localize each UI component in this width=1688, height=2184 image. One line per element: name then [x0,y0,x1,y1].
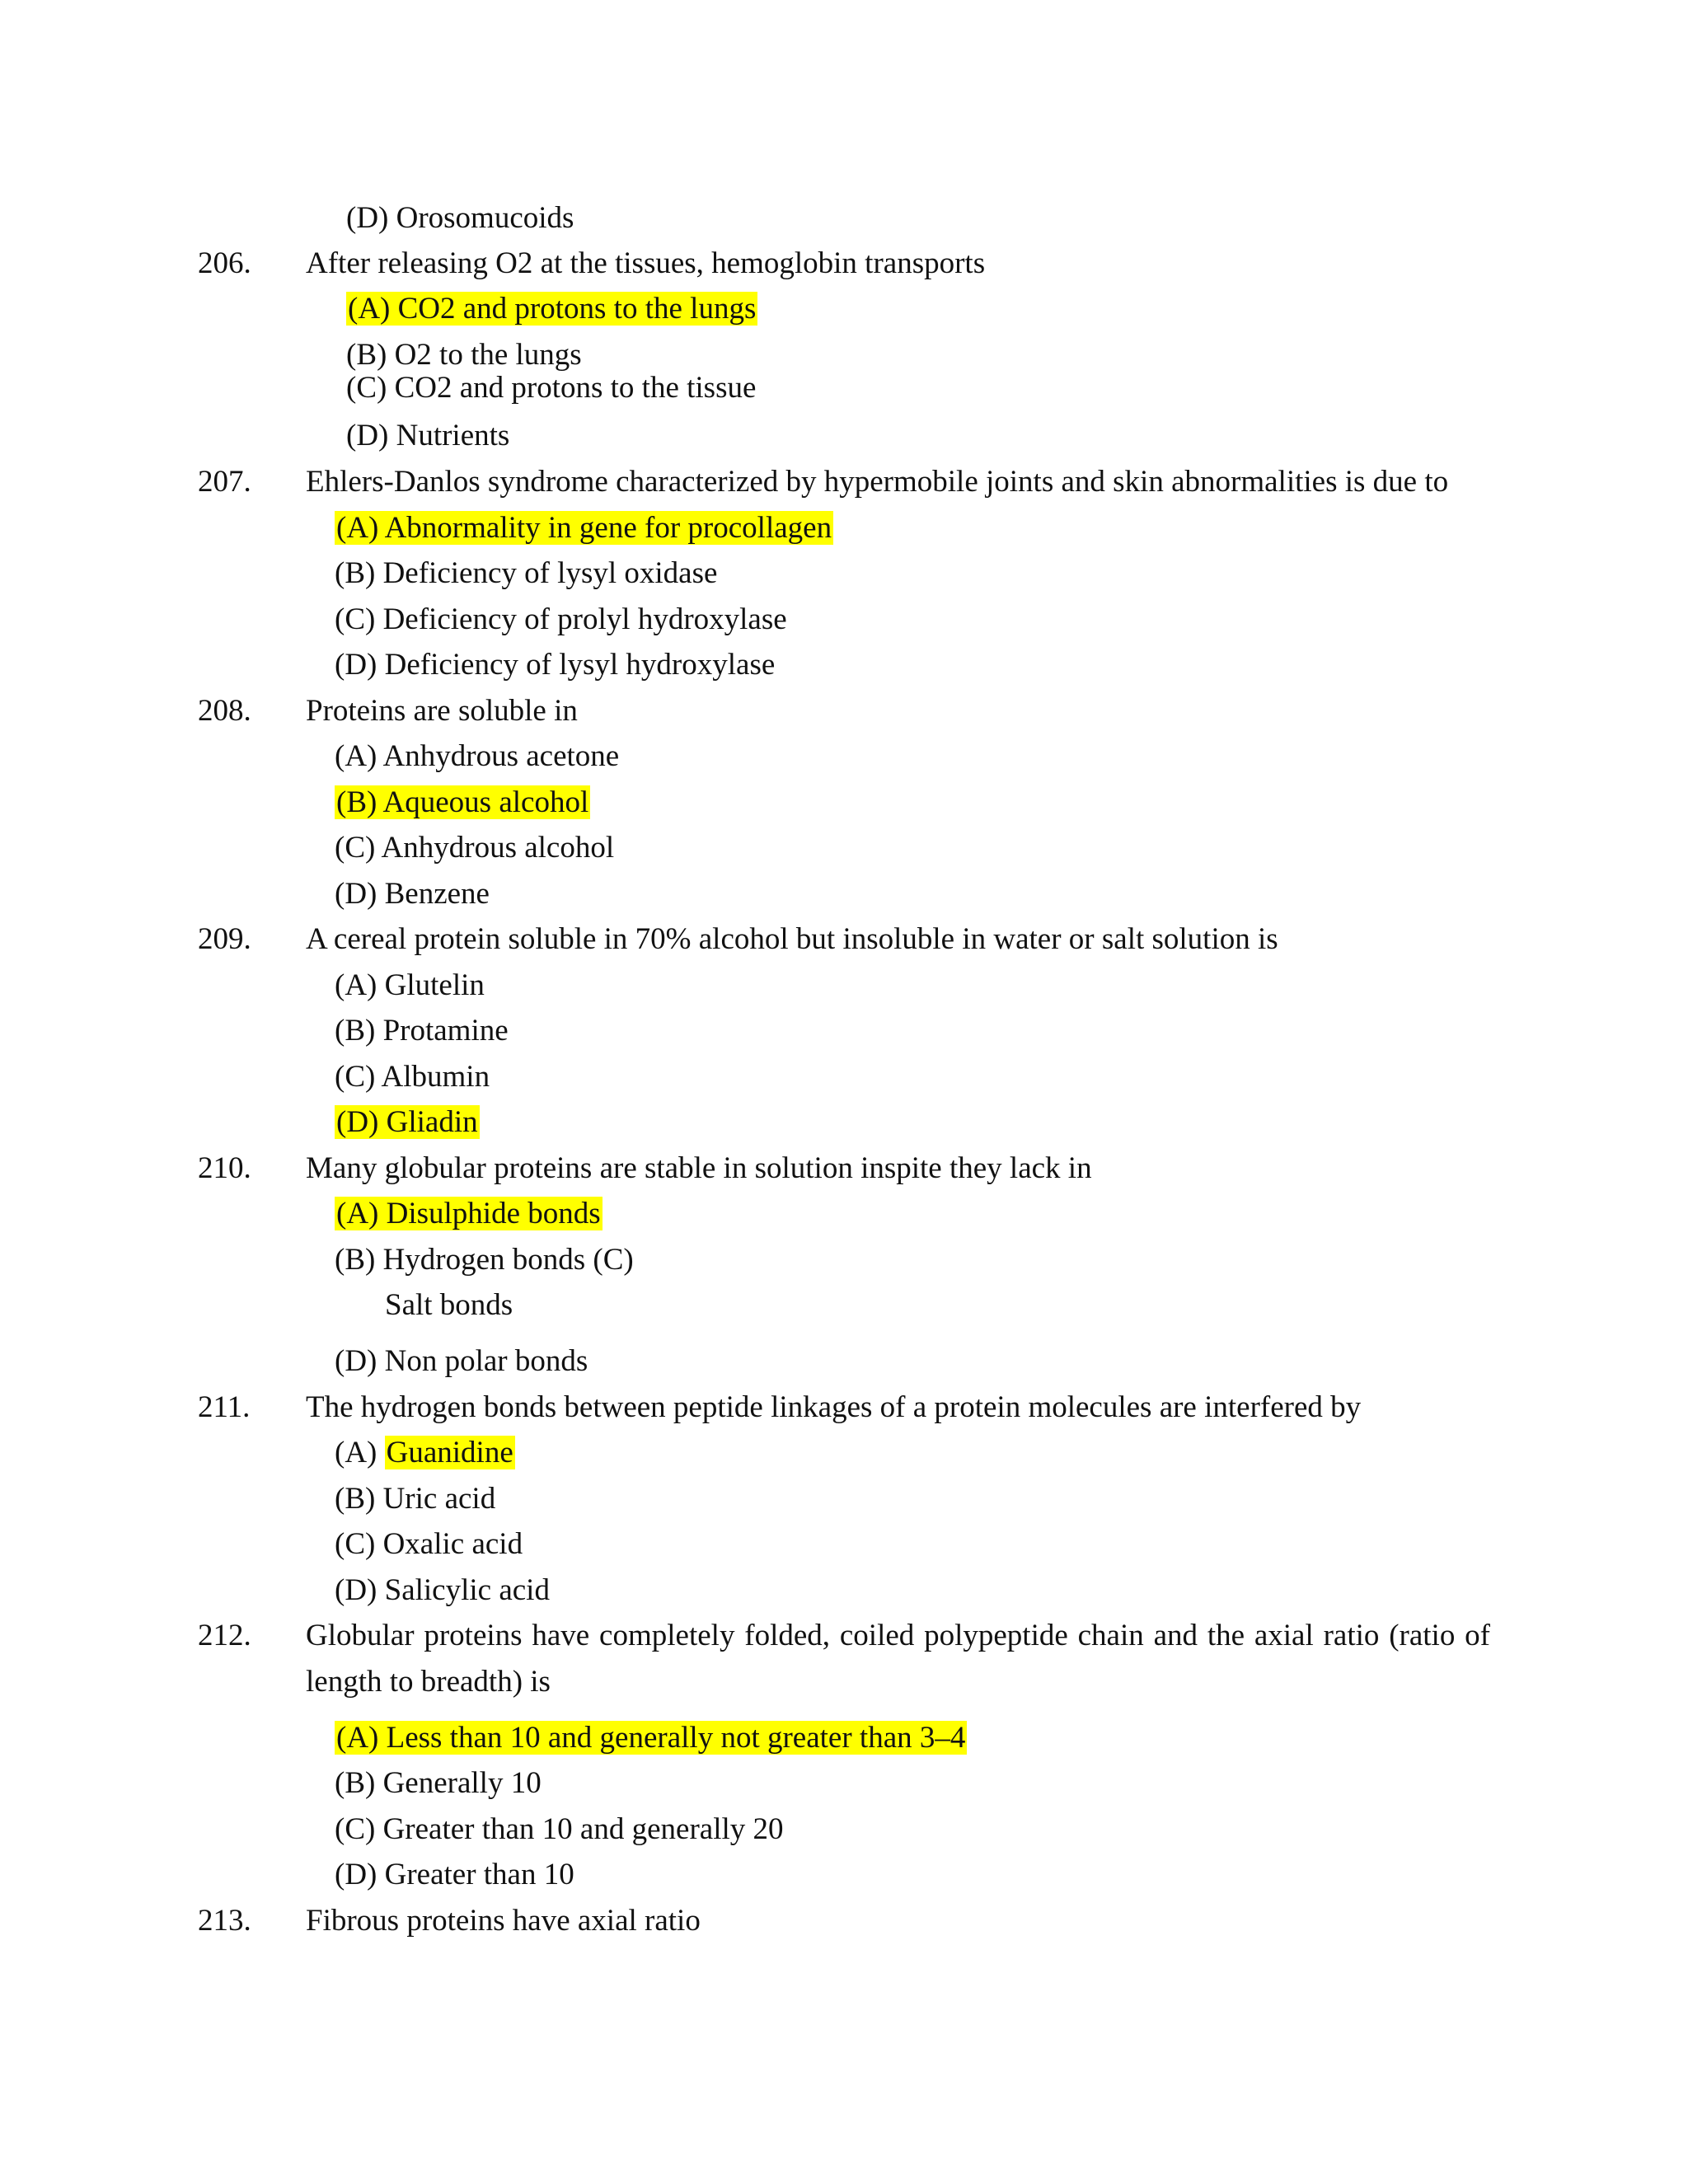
answer-option [346,290,757,328]
question-number: 208. [198,694,251,728]
question-text: After releasing O2 at the tissues, hemoglobin transports [306,246,986,280]
option-text: (B) Protamine [335,1014,509,1047]
question-text: Fibrous proteins have axial ratio [306,1904,701,1938]
answer-option [335,1195,603,1233]
answer-option [335,784,590,822]
option-text: (D) Non polar bonds [335,1344,588,1378]
question-text: Ehlers-Danlos syndrome characterized by hypermobile joints and skin abnormalities is due to [306,465,1449,499]
option-text: (C) Anhydrous alcohol [335,831,615,865]
option-text: (C) CO2 and protons to the tissue [346,371,757,405]
highlighted-answer: (D) Gliadin [336,1105,478,1139]
option-text: (D) Deficiency of lysyl hydroxylase [335,648,776,682]
answer-option [335,1104,480,1141]
question-continuation: length to breadth) is [306,1665,551,1699]
question-number: 206. [198,246,251,280]
highlighted-answer: (A) Disulphide bonds [336,1197,601,1230]
answer-option [335,1719,967,1757]
highlighted-answer: Guanidine [386,1436,513,1469]
question-text: Proteins are soluble in [306,694,578,728]
option-text: (D) Nutrients [346,419,510,452]
highlighted-answer: (B) Aqueous alcohol [336,785,589,819]
option-text: (D) Salicylic acid [335,1573,550,1607]
option-text: (C) Oxalic acid [335,1527,523,1561]
highlighted-answer: (A) Abnormality in gene for procollagen [336,511,832,545]
option-text: (B) O2 to the lungs [346,338,582,372]
answer-option [335,1434,515,1472]
question-text: A cereal protein soluble in 70% alcohol but insoluble in water or salt solution is [306,922,1278,956]
option-text: (D) Benzene [335,877,490,911]
question-number: 209. [198,922,251,956]
option-text: (D) Greater than 10 [335,1858,574,1891]
option-text: (B) Deficiency of lysyl oxidase [335,556,718,590]
option-text: (C) Greater than 10 and generally 20 [335,1812,784,1846]
question-number: 212. [198,1619,251,1652]
option-letter: (A) [335,1436,385,1469]
option-text: Salt bonds [385,1288,513,1322]
answer-option [335,509,833,547]
option-text: (D) Orosomucoids [346,201,574,235]
highlighted-answer: (A) CO2 and protons to the lungs [348,292,757,326]
question-text: Many globular proteins are stable in solution inspite they lack in [306,1151,1092,1185]
option-text: (B) Uric acid [335,1482,496,1516]
question-number: 210. [198,1151,251,1185]
option-text: (B) Generally 10 [335,1766,542,1800]
question-number: 211. [198,1390,251,1424]
question-number: 213. [198,1904,251,1938]
highlighted-answer: (A) Less than 10 and generally not greater than 3–4 [336,1721,966,1755]
option-text: (A) Anhydrous acetone [335,739,620,773]
question-number: 207. [198,465,251,499]
option-text: (B) Hydrogen bonds (C) [335,1243,634,1277]
question-text: The hydrogen bonds between peptide linkages of a protein molecules are interfered by [306,1390,1362,1424]
question-text: Globular proteins have completely folded, coiled polypeptide chain and the axial ratio (ratio of [306,1619,1490,1652]
option-text: (A) Glutelin [335,968,485,1002]
option-text: (C) Albumin [335,1060,490,1094]
option-text: (C) Deficiency of prolyl hydroxylase [335,602,787,636]
